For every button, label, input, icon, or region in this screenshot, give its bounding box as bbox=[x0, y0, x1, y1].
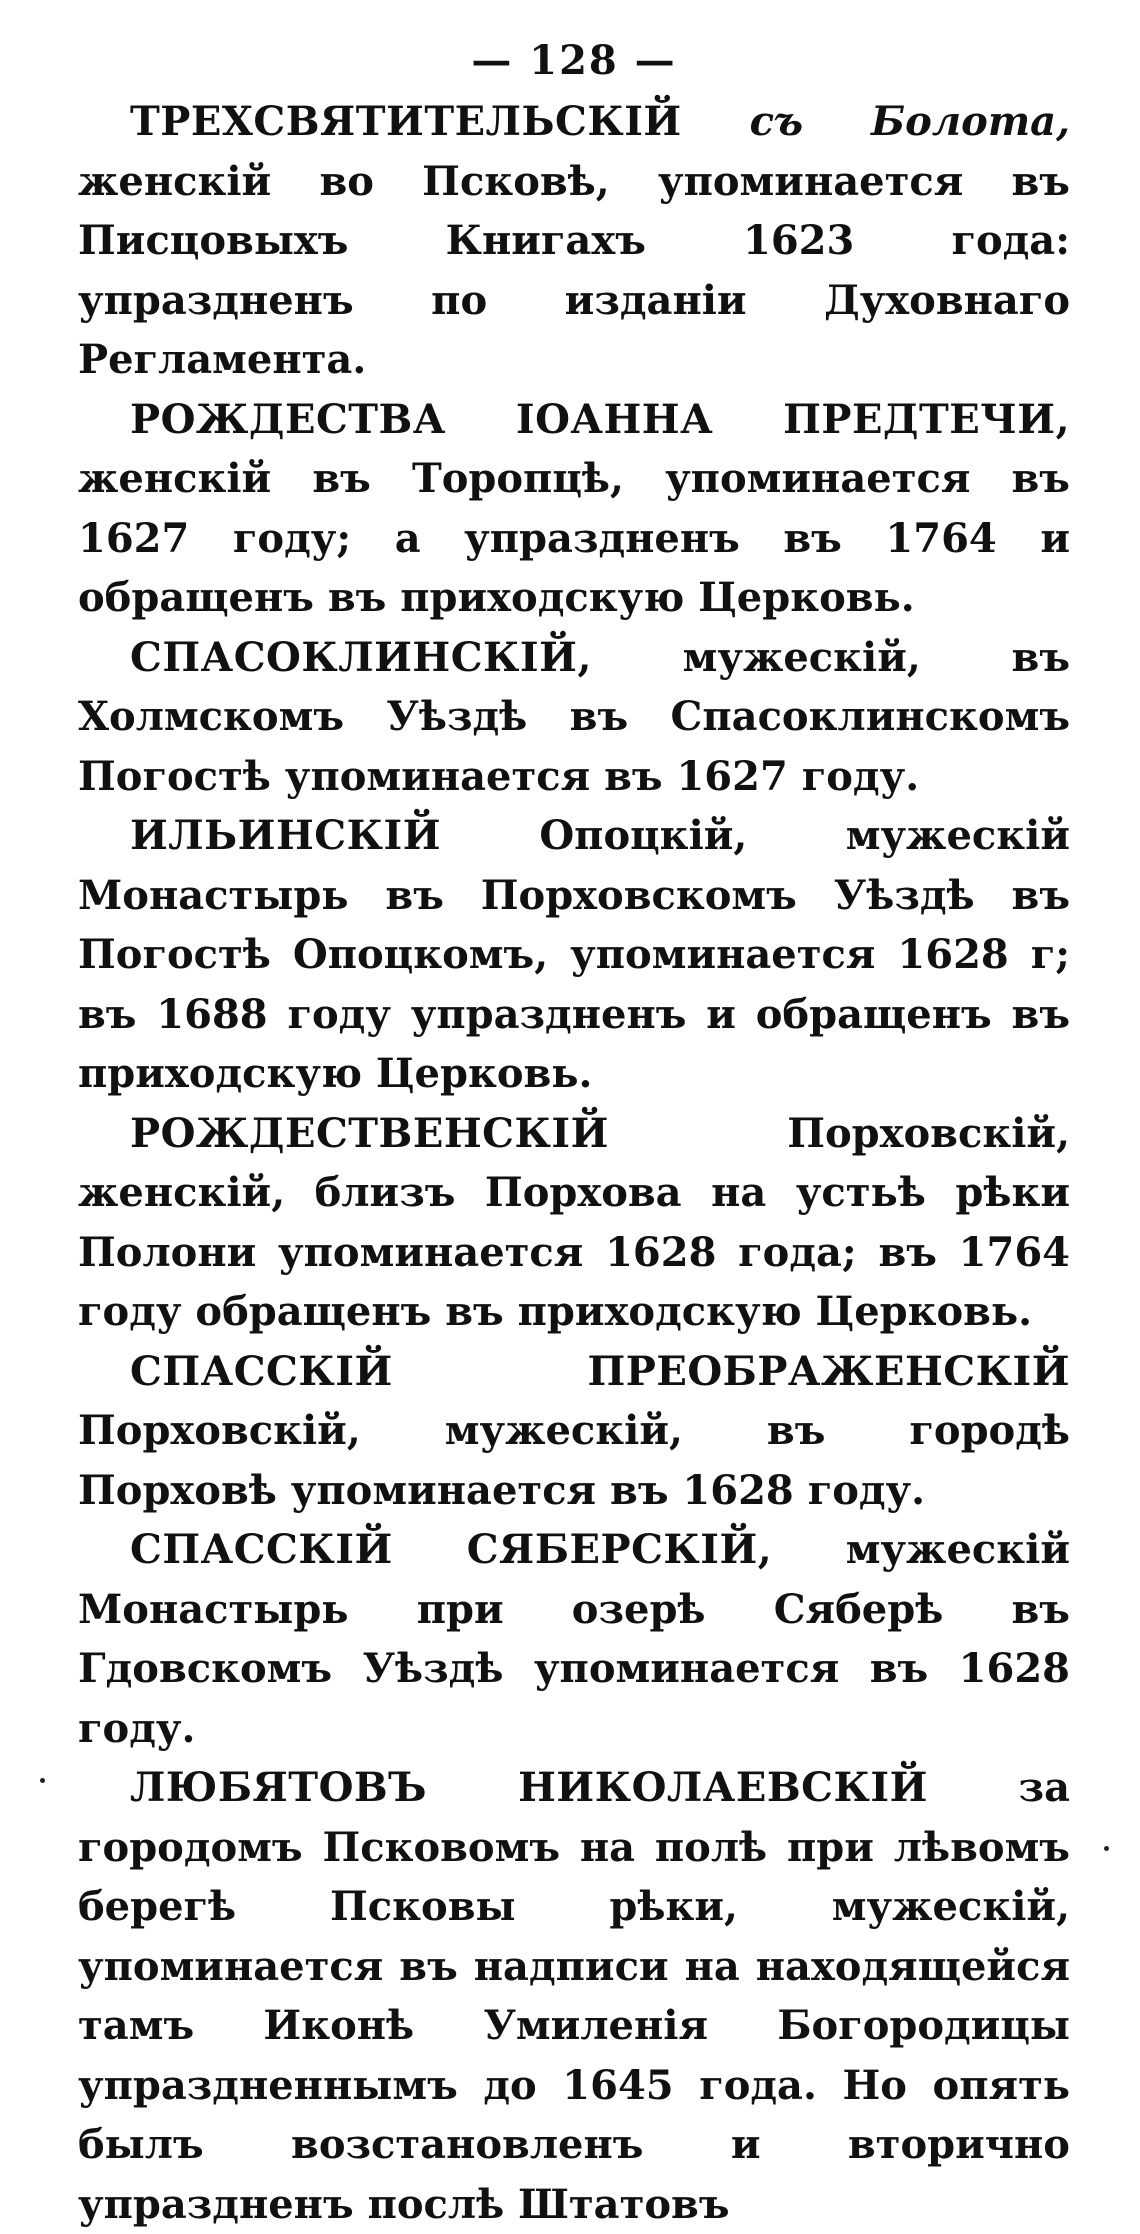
entry-heading: ИЛЬИНСКІЙ bbox=[130, 812, 441, 859]
entry-rozhdestva-ioanna bbox=[78, 390, 1070, 628]
entry-heading: ЛЮБЯТОВЪ НИКОЛАЕВСКІЙ bbox=[130, 1764, 928, 1811]
entry-text: женскій въ Торопцѣ, упоминается въ 1627 году; а упраздненъ въ 1764 и обращенъ въ приходскую Церковь. bbox=[78, 455, 1070, 621]
entry-heading: ТРЕХСВЯТИТЕЛЬСКІЙ bbox=[130, 98, 682, 145]
entry-lyubyatov-nikolaevsky bbox=[78, 1758, 1070, 2234]
entry-text: мужескій, въ Холмскомъ Уѣздѣ въ Спасоклинскомъ Погостѣ упоминается въ 1627 году. bbox=[78, 633, 1070, 800]
entry-text: Порховскій, мужескій, въ городѣ Порховѣ упоминается въ 1628 году. bbox=[78, 1407, 1070, 1514]
print-speck bbox=[40, 1778, 45, 1783]
entry-italic-note: съ Болота, bbox=[749, 98, 1070, 145]
entry-heading: СПАСОКЛИНСКІЙ, bbox=[130, 633, 592, 681]
print-speck bbox=[1104, 1846, 1109, 1851]
entry-text: женскій во Псковѣ, упоминается въ Писцовыхъ Книгахъ 1623 года: упраздненъ по изданіи Духовнаго Регламента. bbox=[78, 157, 1070, 383]
entry-heading: СПАССКІЙ ПРЕОБРАЖЕНСКІЙ bbox=[130, 1347, 1070, 1395]
entry-rozhdestvensky bbox=[78, 1104, 1070, 1342]
entry-spassky-syabersky bbox=[78, 1520, 1070, 1758]
entry-trekhsvyatitelsky bbox=[78, 92, 1070, 390]
entry-text: Опоцкій, мужескій Монастырь въ Порховскомъ Уѣздѣ въ Погостѣ Опоцкомъ, упоминается 1628 г; въ 1688 году упраздненъ и обращенъ въ приходскую Церковь. bbox=[78, 812, 1070, 1097]
entry-text: за городомъ Псковомъ на полѣ при лѣвомъ берегѣ Псковы рѣки, мужескій, упоминается въ надписи на находящейся тамъ Иконѣ Умиленія Богородицы упраздненнымъ до 1645 года. Но опять былъ возстановленъ и вторично упраздненъ послѣ Штатовъ bbox=[78, 1764, 1070, 2228]
entry-heading: РОЖДЕСТВА ІОАННА ПРЕДТЕЧИ, bbox=[130, 395, 1070, 443]
page-number: — 128 — bbox=[471, 37, 677, 84]
entry-spasoklinsky bbox=[78, 628, 1070, 807]
entry-text: Порховскій, женскій, близъ Порхова на устьѣ рѣки Полони упоминается 1628 года; въ 1764 году обращенъ въ приходскую Церковь. bbox=[78, 1109, 1070, 1335]
entry-text: мужескій Монастырь при озерѣ Сяберѣ въ Гдовскомъ Уѣздѣ упоминается въ 1628 году. bbox=[78, 1526, 1070, 1752]
entry-spassky-preobrazhensky bbox=[78, 1342, 1070, 1521]
entry-heading: СПАССКІЙ СЯБЕРСКІЙ, bbox=[130, 1526, 773, 1573]
entry-ilyinsky bbox=[78, 806, 1070, 1104]
entry-heading: РОЖДЕСТВЕНСКІЙ bbox=[130, 1109, 609, 1157]
